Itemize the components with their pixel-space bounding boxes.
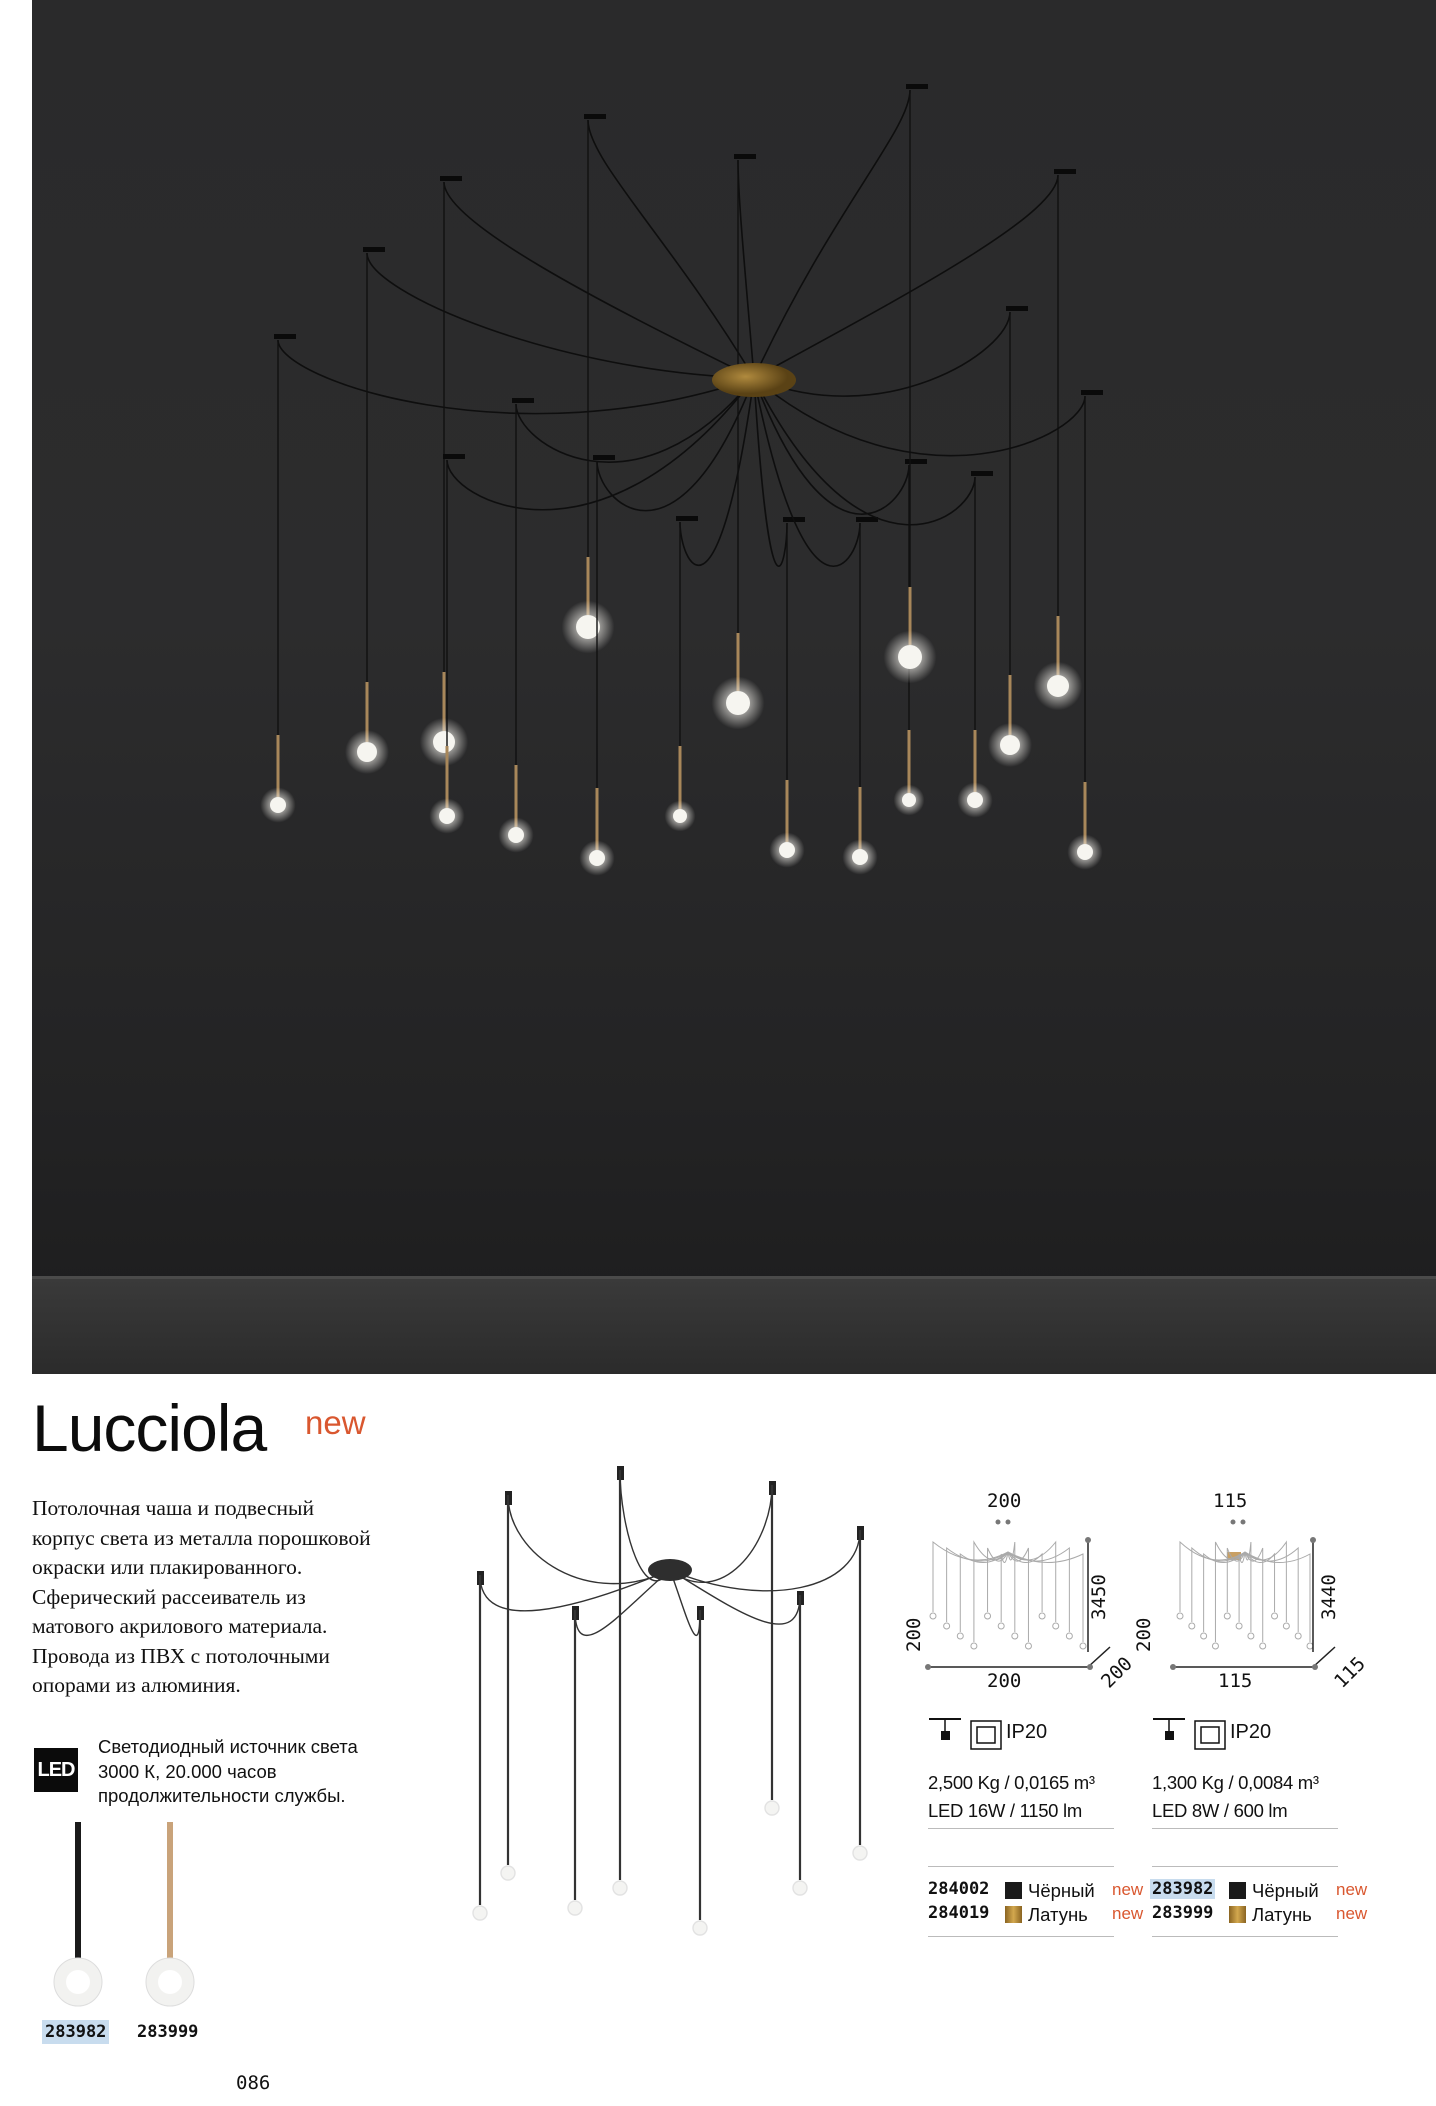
brass-pendant-icon (140, 1822, 200, 2012)
dimension-diagram-1 (925, 1512, 1115, 1672)
divider (928, 1866, 1114, 1867)
new-badge: new (305, 1404, 366, 1441)
product-description: Потолочная чаша и подвесный корпус света из металла порошковой окраски или плакированного. Сферический рассеиватель из матового акрилового материала. Провода из ПВХ с потолочными опорами из алюминия. (32, 1496, 371, 1697)
led-description: Светодиодный источник света 3000 К, 20.000 часов продолжительности службы. (98, 1736, 358, 1806)
variant-code-brass: 283999 (137, 2022, 199, 2042)
code-284019: 284019 (928, 1903, 990, 1923)
dim-top-1: 200 (987, 1490, 1022, 1512)
color-name-black: Чёрный (1252, 1880, 1319, 1901)
variant-code-black: 283982 (42, 2020, 109, 2044)
weight-volume-2: 1,300 Kg / 0,0084 m³ (1152, 1772, 1319, 1793)
black-swatch (1005, 1882, 1022, 1899)
new-tag: new (1336, 1880, 1368, 1899)
new-tag: new (1112, 1880, 1144, 1899)
page-number: 086 (236, 2072, 271, 2094)
black-pendant-icon (48, 1822, 108, 2012)
ip-rating-1: IP20 (1006, 1721, 1048, 1743)
weight-volume-1: 2,500 Kg / 0,0165 m³ (928, 1772, 1095, 1793)
power-1: LED 16W / 1150 lm (928, 1800, 1082, 1821)
ip-rating-2: IP20 (1230, 1721, 1272, 1743)
color-name-brass: Латунь (1028, 1904, 1088, 1925)
code-284002: 284002 (928, 1879, 990, 1899)
ceiling-mount-icon-1 (927, 1717, 1007, 1753)
dim-height-1: 3450 (1088, 1574, 1110, 1620)
new-tag: new (1336, 1904, 1368, 1923)
dim-left-2: 200 (1133, 1617, 1155, 1652)
divider (1152, 1866, 1338, 1867)
new-tag: new (1112, 1904, 1144, 1923)
dim-top-2: 115 (1213, 1490, 1248, 1512)
dimension-diagram-2 (1165, 1512, 1355, 1672)
ceiling-mount-icon-2 (1151, 1717, 1231, 1753)
chandelier-photo (32, 0, 1436, 1374)
dim-depth-1: 200 (1097, 1652, 1137, 1693)
divider (928, 1936, 1114, 1937)
color-name-black: Чёрный (1028, 1880, 1095, 1901)
color-name-brass: Латунь (1252, 1904, 1312, 1925)
brass-swatch (1229, 1906, 1246, 1923)
brass-swatch (1005, 1906, 1022, 1923)
led-icon: LED (34, 1748, 78, 1792)
product-sketch (460, 1460, 900, 1940)
divider (1152, 1828, 1338, 1829)
code-283982: 283982 (1152, 1879, 1214, 1899)
ceiling-canopy (712, 363, 796, 397)
code-283999: 283999 (1152, 1903, 1214, 1923)
power-2: LED 8W / 600 lm (1152, 1800, 1288, 1821)
dim-bottom-2: 115 (1218, 1670, 1253, 1692)
dim-left-1: 200 (903, 1617, 925, 1652)
black-swatch (1229, 1882, 1246, 1899)
divider (1152, 1936, 1338, 1937)
product-title: Lucciola (32, 1391, 267, 1465)
dim-bottom-1: 200 (987, 1670, 1022, 1692)
dim-depth-2: 115 (1330, 1652, 1370, 1693)
dim-height-2: 3440 (1318, 1574, 1340, 1620)
hero-photo (32, 0, 1436, 1374)
divider (928, 1828, 1114, 1829)
